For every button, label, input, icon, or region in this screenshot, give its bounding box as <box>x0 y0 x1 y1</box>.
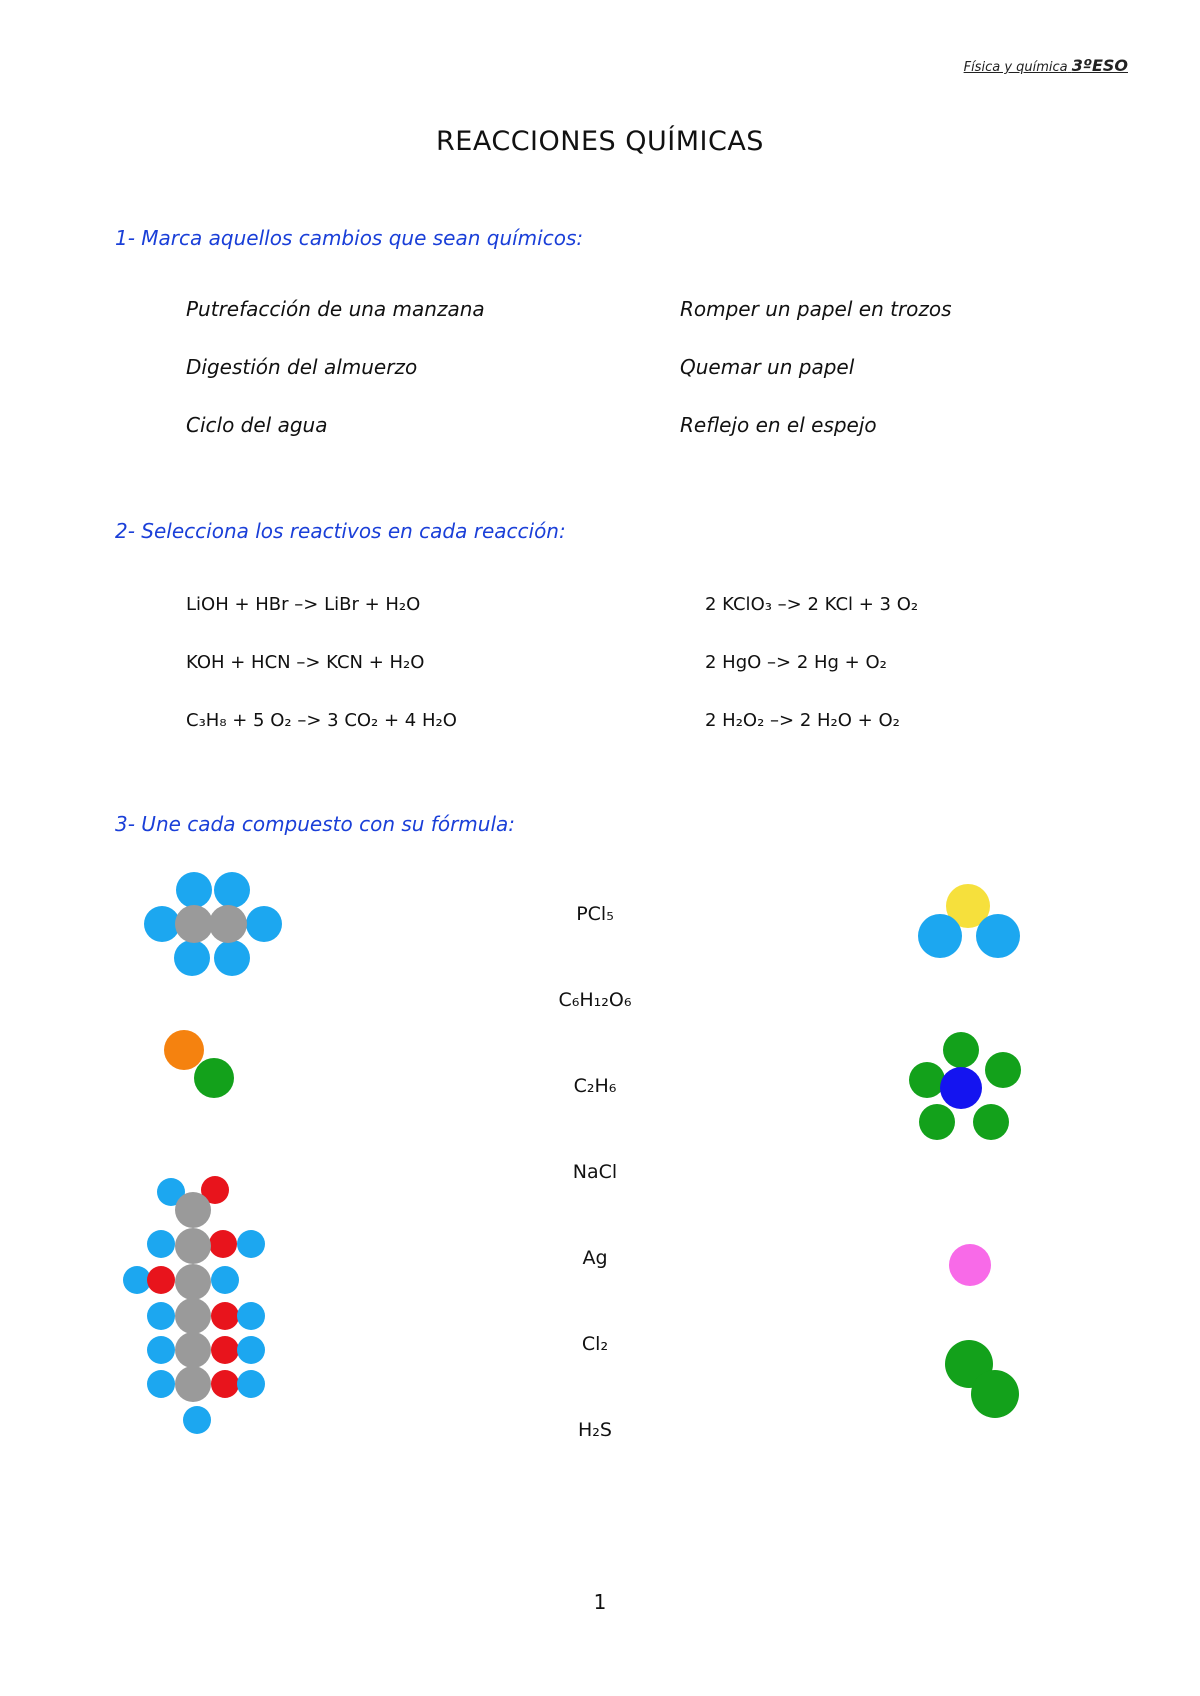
atom-carbon <box>175 905 213 943</box>
formula-h2s[interactable]: H₂S <box>578 1419 612 1441</box>
question-2-heading: 2- Selecciona los reactivos en cada reacción: <box>115 519 566 543</box>
atom-carbon <box>175 1366 211 1402</box>
atom-oxygen <box>211 1336 239 1364</box>
q1-item-quemar-papel[interactable]: Quemar un papel <box>680 355 855 379</box>
atom-carbon <box>209 905 247 943</box>
molecule-cl2-drawing[interactable] <box>935 1330 1035 1430</box>
page-number: 1 <box>593 1590 607 1614</box>
formula-pcl5[interactable]: PCl₅ <box>576 903 614 925</box>
atom-hydrogen <box>147 1370 175 1398</box>
header-subject: Física y química <box>963 60 1068 75</box>
q2-reaction-kclo3[interactable]: 2 KClO₃ –> 2 KCl + 3 O₂ <box>705 594 919 615</box>
q1-item-romper-papel[interactable]: Romper un papel en trozos <box>680 297 952 321</box>
formula-cl2[interactable]: Cl₂ <box>581 1333 609 1355</box>
q2-reaction-c3h8[interactable]: C₃H₈ + 5 O₂ –> 3 CO₂ + 4 H₂O <box>186 710 457 731</box>
atom-chlorine <box>985 1052 1021 1088</box>
q2-reaction-koh[interactable]: KOH + HCN –> KCN + H₂O <box>186 652 425 673</box>
q2-reaction-hgo[interactable]: 2 HgO –> 2 Hg + O₂ <box>705 652 887 673</box>
atom-chlorine <box>909 1062 945 1098</box>
atom-hydrogen <box>147 1302 175 1330</box>
atom-oxygen <box>147 1266 175 1294</box>
atom-hydrogen <box>147 1336 175 1364</box>
question-1-heading: 1- Marca aquellos cambios que sean químicos: <box>115 226 584 250</box>
atom-hydrogen <box>918 914 962 958</box>
molecule-ag-drawing[interactable] <box>940 1235 1000 1295</box>
atom-hydrogen <box>176 872 212 908</box>
header-course: 3ºESO <box>1071 56 1128 75</box>
atom-oxygen <box>209 1230 237 1258</box>
atom-chlorine <box>971 1370 1019 1418</box>
atom-carbon <box>175 1332 211 1368</box>
atom-hydrogen <box>237 1230 265 1258</box>
atom-chlorine <box>919 1104 955 1140</box>
molecule-pcl5-drawing[interactable] <box>905 1030 1025 1150</box>
formula-nacl[interactable]: NaCl <box>572 1161 618 1183</box>
atom-chlorine <box>194 1058 234 1098</box>
atom-carbon <box>175 1228 211 1264</box>
molecule-ethane-drawing[interactable] <box>140 870 290 980</box>
atom-sodium <box>164 1030 204 1070</box>
atom-hydrogen <box>183 1406 211 1434</box>
header-subject-course <box>964 56 1128 75</box>
atom-hydrogen <box>237 1336 265 1364</box>
atom-hydrogen <box>147 1230 175 1258</box>
atom-carbon <box>175 1264 211 1300</box>
molecule-glucose-drawing[interactable] <box>115 1170 275 1450</box>
atom-hydrogen <box>174 940 210 976</box>
atom-hydrogen <box>123 1266 151 1294</box>
atom-hydrogen <box>144 906 180 942</box>
formula-c6h12o6[interactable]: C₆H₁₂O₆ <box>558 989 632 1011</box>
atom-chlorine <box>943 1032 979 1068</box>
atom-hydrogen <box>237 1302 265 1330</box>
atom-hydrogen <box>246 906 282 942</box>
molecule-h2s-drawing[interactable] <box>910 880 1030 970</box>
atom-oxygen <box>211 1370 239 1398</box>
atom-hydrogen <box>976 914 1020 958</box>
q1-item-putrefaccion[interactable]: Putrefacción de una manzana <box>186 297 485 321</box>
atom-hydrogen <box>214 940 250 976</box>
q1-item-ciclo-agua[interactable]: Ciclo del agua <box>186 413 328 437</box>
question-3-heading: 3- Une cada compuesto con su fórmula: <box>115 812 516 836</box>
q2-reaction-lioh[interactable]: LiOH + HBr –> LiBr + H₂O <box>186 594 421 615</box>
atom-hydrogen <box>214 872 250 908</box>
atom-carbon <box>175 1192 211 1228</box>
atom-carbon <box>175 1298 211 1334</box>
formula-ag[interactable]: Ag <box>582 1247 608 1269</box>
atom-hydrogen <box>211 1266 239 1294</box>
atom-silver <box>949 1244 991 1286</box>
q2-reaction-h2o2[interactable]: 2 H₂O₂ –> 2 H₂O + O₂ <box>705 710 900 731</box>
molecule-nacl-drawing[interactable] <box>160 1026 240 1106</box>
formula-c2h6[interactable]: C₂H₆ <box>573 1075 617 1097</box>
atom-oxygen <box>211 1302 239 1330</box>
atom-hydrogen <box>237 1370 265 1398</box>
atom-phosphorus <box>940 1067 982 1109</box>
q1-item-digestion[interactable]: Digestión del almuerzo <box>186 355 418 379</box>
page-title: REACCIONES QUÍMICAS <box>436 126 764 157</box>
q1-item-reflejo-espejo[interactable]: Reflejo en el espejo <box>680 413 877 437</box>
atom-chlorine <box>973 1104 1009 1140</box>
